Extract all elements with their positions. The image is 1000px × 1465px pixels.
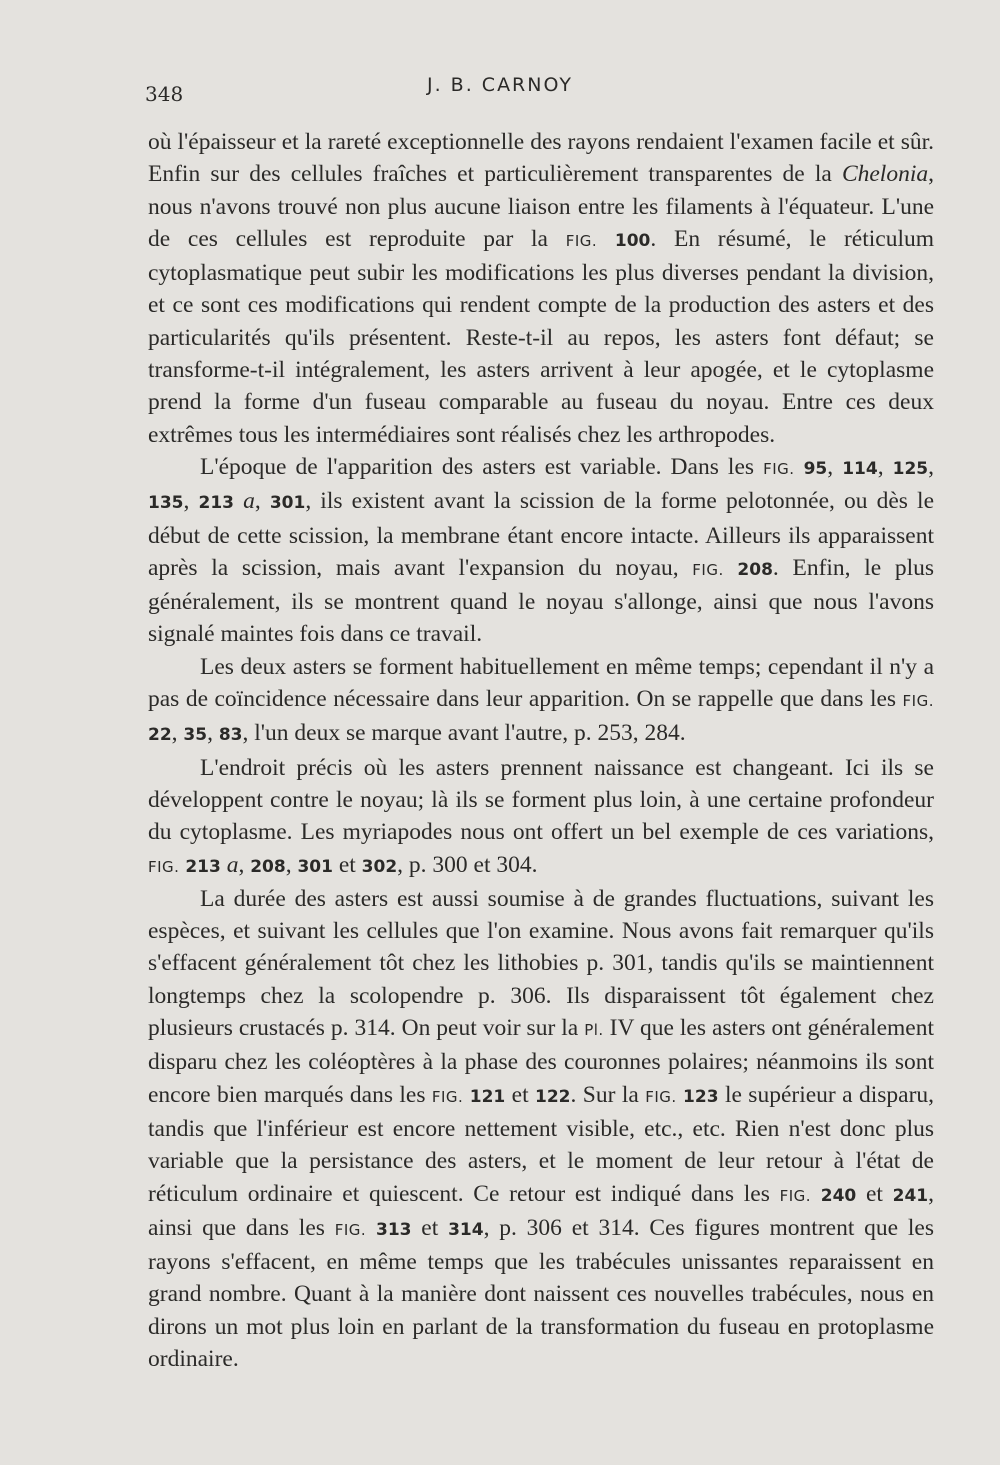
- text-run: le supérieur a disparu, tandis que l'inférieur est encore nettement visible, etc., etc. Rien n'est donc plus variable que la persistance des asters, et le moment de leur retour à l'état de réticulum ordinaire et quiescent. Ce retour est indiqué dans les: [148, 1081, 935, 1207]
- figure-number: 314: [448, 1219, 484, 1240]
- text-run: ,: [827, 453, 843, 480]
- text-run: L'endroit précis où les asters prennent naissance est changeant. Ici ils se développent contre le noyau; là ils se forment plus loin, à une certaine profondeur du cytoplasme. Les myriapodes nous ont offert un bel exemple de ces variations,: [148, 754, 934, 846]
- paragraph: [148, 883, 934, 1375]
- figure-number: 83: [218, 725, 243, 746]
- text-run: Les deux asters se forment habituellement en même temps; cependant il n'y a pas de coïncidence nécessaire dans leur apparition. On se rappelle que dans les: [148, 653, 934, 713]
- paragraph: [148, 752, 934, 883]
- text-run: ,: [207, 720, 219, 747]
- paragraph: [148, 451, 934, 651]
- text-run: ,: [238, 851, 251, 878]
- figure-abbrev: FIG.: [431, 1087, 464, 1106]
- figure-abbrev: FIG.: [779, 1186, 812, 1205]
- figure-number: 213: [185, 856, 221, 877]
- italic-text: a: [226, 851, 239, 878]
- text-run: ,: [254, 488, 270, 515]
- figure-abbrev: FIG.: [902, 692, 934, 711]
- text-run: [597, 226, 615, 252]
- body-text: [148, 126, 934, 1375]
- figure-number: 114: [842, 458, 878, 479]
- text-run: et: [411, 1214, 449, 1241]
- figure-number: 100: [614, 230, 651, 251]
- running-head: J. B. CARNOY: [427, 74, 573, 96]
- figure-number: 122: [535, 1086, 571, 1107]
- figure-abbrev: FIG.: [645, 1087, 677, 1106]
- paragraph: [148, 126, 934, 451]
- text-run: La durée des asters est aussi soumise à de grandes fluctuations, suivant les espèces, et suivant les cellules que l'on examine. Nous avons fait remarquer qu'ils s'effacent généralement tôt chez les lithobies p. 301, tandis qu'ils se maintiennent longtemps chez la scolopendre p. 306. Ils disparaissent tôt également chez plusieurs crustacés p. 314. On peut voir sur la: [148, 885, 934, 1042]
- text-run: , nous n'avons trouvé non plus aucune liaison entre les filaments à l'équateur. L'une de ces cellules est reproduite par la: [148, 161, 934, 252]
- text-run: et: [505, 1081, 535, 1108]
- figure-abbrev: FIG.: [148, 857, 180, 876]
- figure-number: 208: [250, 856, 286, 877]
- text-run: L'époque de l'apparition des asters est variable. Dans les: [200, 453, 764, 480]
- figure-number: 213: [198, 493, 234, 514]
- text-run: et: [856, 1180, 893, 1207]
- figure-abbrev: Pl.: [584, 1021, 604, 1040]
- figure-number: 135: [148, 493, 184, 514]
- paragraph: [148, 651, 934, 752]
- figure-number: 95: [803, 458, 828, 479]
- italic-text: a: [243, 488, 255, 515]
- figure-number: 22: [148, 725, 172, 746]
- text-run: ,: [285, 851, 298, 878]
- figure-number: 301: [297, 856, 333, 877]
- figure-abbrev: FIG.: [334, 1220, 367, 1239]
- text-run: ,: [928, 453, 935, 480]
- text-run: où l'épaisseur et la rareté exceptionnelle des rayons rendaient l'examen facile et sûr. Enfin sur des cellules fraîches et particulièrement transparentes de la: [148, 129, 934, 188]
- text-run: . Enfin, le plus généralement, ils se montrent quand le noyau s'allonge, ainsi que nous l'avons signalé maintes fois dans ce travail.: [148, 554, 935, 648]
- text-run: et: [332, 851, 362, 878]
- italic-text: Chelonia: [841, 161, 929, 188]
- page-number: 348: [145, 82, 184, 106]
- figure-number: 302: [361, 856, 398, 877]
- figure-number: 123: [683, 1086, 719, 1107]
- figure-number: 35: [183, 725, 208, 746]
- figure-abbrev: FIG.: [763, 459, 795, 478]
- figure-number: 313: [375, 1219, 412, 1240]
- text-run: [724, 555, 738, 581]
- text-run: ,: [877, 453, 893, 480]
- text-run: [366, 1215, 376, 1241]
- text-run: , p. 306 et 314. Ces figures montrent que les rayons s'effacent, en même temps que les trabécules unissantes reparaissent en grand nombre. Quant à la manière dont naissent ces nouvelles trabécules, nous en dirons un mot plus loin en parlant de la transformation du fuseau en protoplasme ordinaire.: [148, 1214, 935, 1372]
- text-run: , l'un deux se marque avant l'autre, p. 253, 284.: [242, 720, 686, 747]
- text-run: [234, 488, 243, 514]
- text-run: [811, 1181, 821, 1207]
- text-run: [795, 454, 804, 480]
- page-header: [145, 70, 855, 110]
- figure-number: 240: [820, 1185, 857, 1206]
- text-run: . En résumé, le réticulum cytoplasmatique peut subir les modifications les plus diverses pendant la division, et ce sont ces modifications qui rendent compte de la production des asters et des particularités qu'ils présentent. Reste-t-il au repos, les asters font défaut; se transforme-t-il intégralement, les asters arrivent à leur apogée, et le cytoplasme prend la forme d'un fuseau comparable au fuseau du noyau. Entre ces deux extrêmes tous les intermédiaires sont réalisés chez les arthropodes.: [148, 225, 935, 448]
- figure-number: 241: [892, 1185, 929, 1206]
- text-run: IV que les asters ont généralement disparu chez les coléoptères à la phase des couronnes polaires; néanmoins ils sont encore bien marqués dans les: [148, 1015, 935, 1108]
- text-run: , ainsi que dans les: [148, 1180, 934, 1241]
- figure-number: 208: [737, 559, 773, 580]
- text-run: . Sur la: [570, 1081, 646, 1108]
- figure-number: 121: [469, 1086, 506, 1107]
- text-run: ,: [171, 720, 184, 747]
- text-run: ,: [183, 488, 199, 515]
- figure-abbrev: FIG.: [692, 560, 724, 579]
- figure-number: 125: [892, 458, 929, 479]
- text-run: , p. 300 et 304.: [397, 851, 538, 878]
- figure-abbrev: FIG.: [565, 231, 598, 250]
- text-run: , ils existent avant la scission de la forme pelotonnée, ou dès le début de cette scission, la membrane étant encore intacte. Ailleurs ils apparaissent après la scission, mais avant l'expansion du noyau,: [148, 488, 935, 581]
- figure-number: 301: [269, 493, 306, 514]
